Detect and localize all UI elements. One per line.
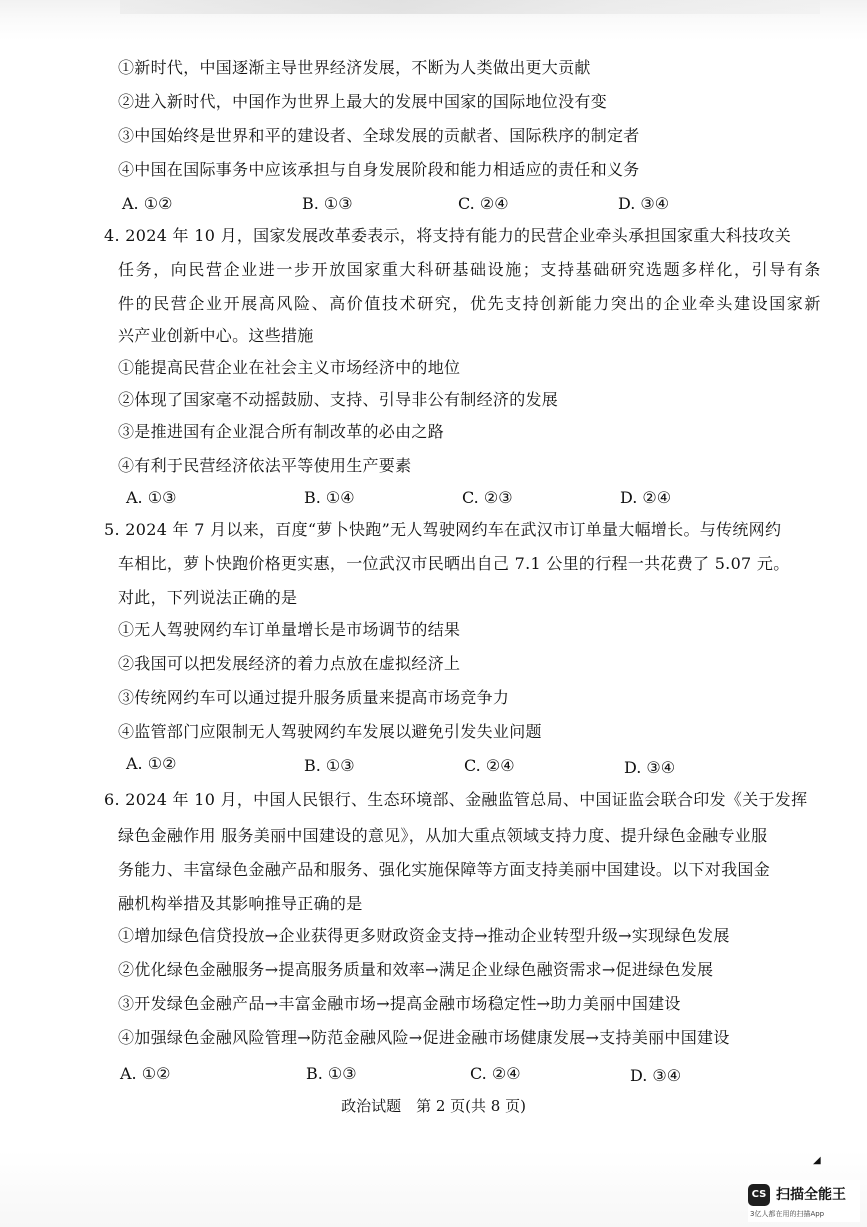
q5-item-2: ②我国可以把发展经济的着力点放在虚拟经济上 [118,654,461,673]
page-footer: 政治试题 第 2 页(共 8 页) [341,1097,526,1115]
q4-stem-line-2: 任务，向民营企业进一步开放国家重大科研基础设施；支持基础研究选题多样化，引导有条 [118,260,823,279]
q6-item-3: ③开发绿色金融产品→丰富金融市场→提高金融市场稳定性→助力美丽中国建设 [118,994,681,1013]
q5-option-b: B. ①③ [304,756,355,775]
q5-option-d: D. ③④ [624,758,676,777]
q4-stem-line-1: 4. 2024 年 10 月，国家发展改革委表示，将支持有能力的民营企业牵头承担国家重大科技攻关 [104,226,792,245]
q4-option-c: C. ②③ [462,488,513,507]
q6-option-a: A. ①② [120,1064,171,1083]
q3-item-1: ①新时代，中国逐渐主导世界经济发展，不断为人类做出更大贡献 [118,58,591,77]
q4-item-2: ②体现了国家毫不动摇鼓励、支持、引导非公有制经济的发展 [118,390,559,409]
q5-stem-line-3: 对此，下列说法正确的是 [118,588,298,607]
q4-option-d: D. ②④ [620,488,672,507]
q3-option-d: D. ③④ [618,194,670,213]
q4-item-3: ③是推进国有企业混合所有制改革的必由之路 [118,422,445,441]
q3-option-c: C. ②④ [458,194,509,213]
scanner-app-name: 扫描全能王 [776,1187,846,1203]
camscanner-logo-icon: CS [748,1184,770,1206]
q3-option-a: A. ①② [122,194,173,213]
q6-stem-line-3: 务能力、丰富绿色金融产品和服务、强化实施保障等方面支持美丽中国建设。以下对我国金 [118,860,771,879]
q4-stem-line-3: 件的民营企业开展高风险、高价值技术研究，优先支持创新能力突出的企业牵头建设国家新 [118,294,823,313]
q3-item-3: ③中国始终是世界和平的建设者、全球发展的贡献者、国际秩序的制定者 [118,126,640,145]
q6-stem-line-1: 6. 2024 年 10 月，中国人民银行、生态环境部、金融监管总局、中国证监会联合印发《关于发挥 [104,790,808,809]
q5-item-1: ①无人驾驶网约车订单量增长是市场调节的结果 [118,620,461,639]
q5-item-4: ④监管部门应限制无人驾驶网约车发展以避免引发失业问题 [118,722,542,741]
q5-item-3: ③传统网约车可以通过提升服务质量来提高市场竞争力 [118,688,510,707]
q6-option-d: D. ③④ [630,1066,682,1085]
scanner-tagline: 3亿人都在用的扫描App [750,1210,825,1218]
q3-item-4: ④中国在国际事务中应该承担与自身发展阶段和能力相适应的责任和义务 [118,160,640,179]
q6-stem-line-2: 绿色金融作用 服务美丽中国建设的意见》，从加大重点领域支持力度、提升绿色金融专业服 [118,826,768,845]
q5-option-c: C. ②④ [464,756,515,775]
scan-top-edge [120,0,820,14]
q6-item-4: ④加强绿色金融风险管理→防范金融风险→促进金融市场健康发展→支持美丽中国建设 [118,1028,730,1047]
q6-option-c: C. ②④ [470,1064,521,1083]
q6-item-2: ②优化绿色金融服务→提高服务质量和效率→满足企业绿色融资需求→促进绿色发展 [118,960,714,979]
q6-stem-line-4: 融机构举措及其影响推导正确的是 [118,894,363,913]
q4-item-1: ①能提高民营企业在社会主义市场经济中的地位 [118,358,461,377]
q5-stem-line-2: 车相比，萝卜快跑价格更实惠，一位武汉市民晒出自己 7.1 公里的行程一共花费了 5.07 元。 [118,554,790,573]
corner-mark: ◢ [813,1155,821,1166]
q5-stem-line-1: 5. 2024 年 7 月以来，百度“萝卜快跑”无人驾驶网约车在武汉市订单量大幅增长。与传统网约 [104,520,782,539]
q3-item-2: ②进入新时代，中国作为世界上最大的发展中国家的国际地位没有变 [118,92,608,111]
q4-option-a: A. ①③ [126,488,177,507]
q4-option-b: B. ①④ [304,488,355,507]
q3-option-b: B. ①③ [302,194,353,213]
q5-option-a: A. ①② [126,754,177,773]
q4-stem-line-4: 兴产业创新中心。这些措施 [118,326,314,345]
scanner-watermark [748,1180,860,1222]
q6-item-1: ①增加绿色信贷投放→企业获得更多财政资金支持→推动企业转型升级→实现绿色发展 [118,926,730,945]
q4-item-4: ④有利于民营经济依法平等使用生产要素 [118,456,412,475]
q6-option-b: B. ①③ [306,1064,357,1083]
